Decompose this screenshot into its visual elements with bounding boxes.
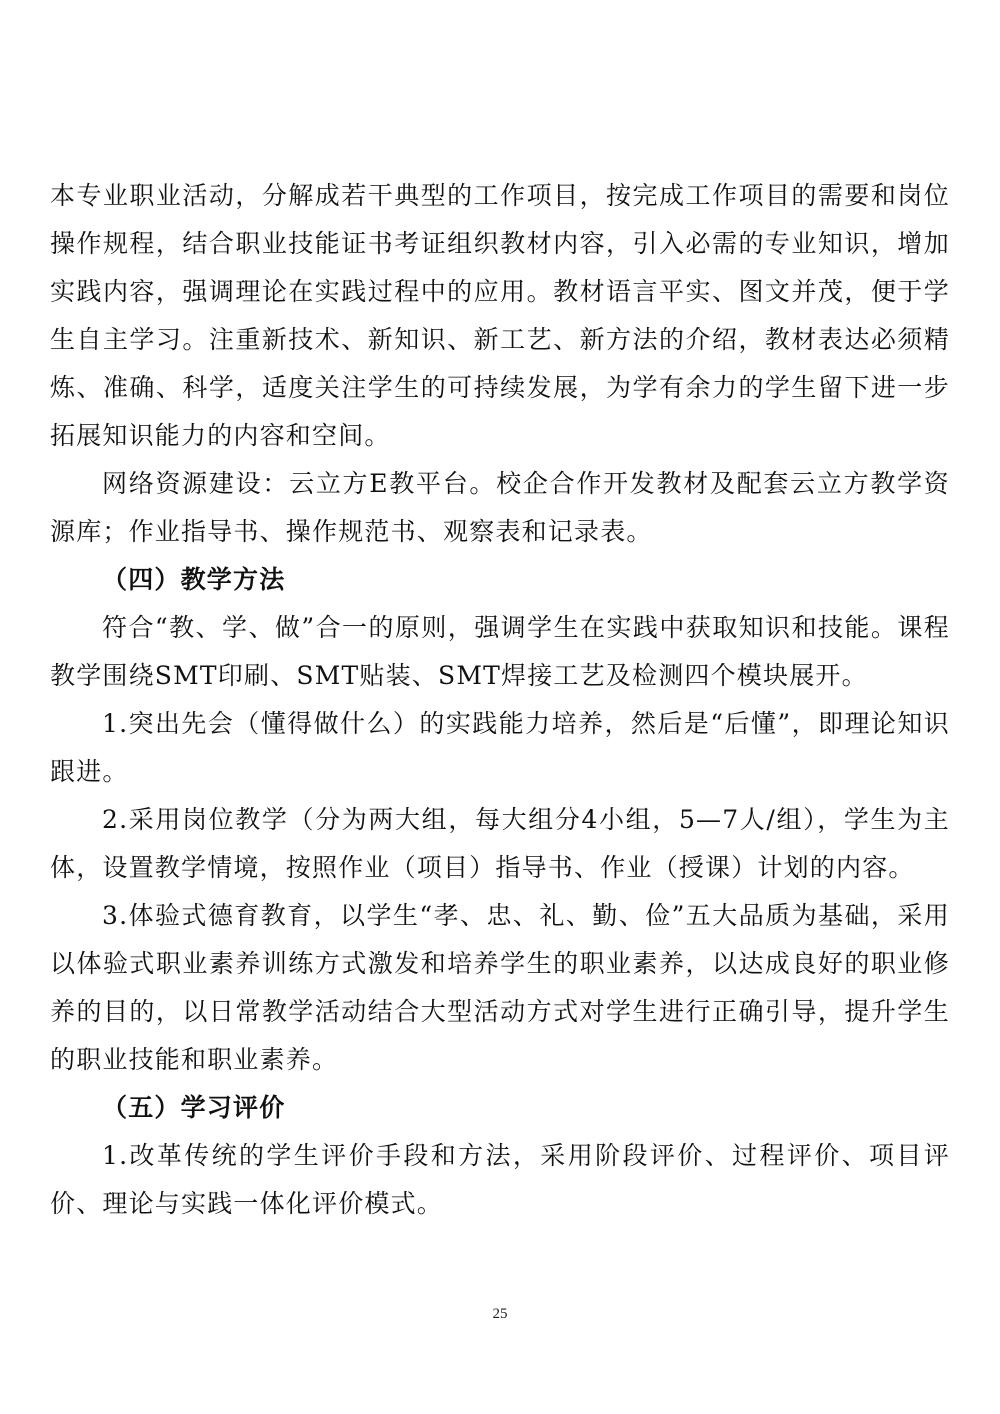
teaching-methods-paragraph: 符合“教、学、做”合一的原则，强调学生在实践中获取知识和技能。课程教学围绕SMT印刷、SMT贴装、SMT焊接工艺及检测四个模块展开。	[50, 613, 950, 690]
page-number: 25	[492, 1306, 508, 1322]
teaching-methods-item-2: 2.采用岗位教学（分为两大组，每大组分4小组，5—7人/组），学生为主体，设置教学情境，按照作业（项目）指导书、作业（授课）计划的内容。	[50, 805, 950, 882]
document-page	[50, 172, 950, 1228]
learning-evaluation-item-1: 1.改革传统的学生评价手段和方法，采用阶段评价、过程评价、项目评价、理论与实践一体化评价模式。	[50, 1141, 950, 1218]
section-heading-learning-evaluation: （五）学习评价	[102, 1093, 286, 1122]
body-paragraph-network-resources: 网络资源建设：云立方E教平台。校企合作开发教材及配套云立方教学资源库；作业指导书、操作规范书、观察表和记录表。	[50, 469, 950, 546]
teaching-methods-item-1: 1.突出先会（懂得做什么）的实践能力培养，然后是“后懂”，即理论知识跟进。	[50, 709, 950, 786]
section-heading-teaching-methods: （四）教学方法	[102, 565, 286, 594]
body-paragraph-continued: 本专业职业活动，分解成若干典型的工作项目，按完成工作项目的需要和岗位操作规程，结合职业技能证书考证组织教材内容，引入必需的专业知识，增加实践内容，强调理论在实践过程中的应用。教材语言平实、图文并茂，便于学生自主学习。注重新技术、新知识、新工艺、新方法的介绍，教材表达必须精炼、准确、科学，适度关注学生的可持续发展，为学有余力的学生留下进一步拓展知识能力的内容和空间。	[50, 181, 950, 450]
teaching-methods-item-3: 3.体验式德育教育，以学生“孝、忠、礼、勤、俭”五大品质为基础，采用以体验式职业素养训练方式激发和培养学生的职业素养，以达成良好的职业修养的目的，以日常教学活动结合大型活动方式对学生进行正确引导，提升学生的职业技能和职业素养。	[50, 901, 950, 1074]
